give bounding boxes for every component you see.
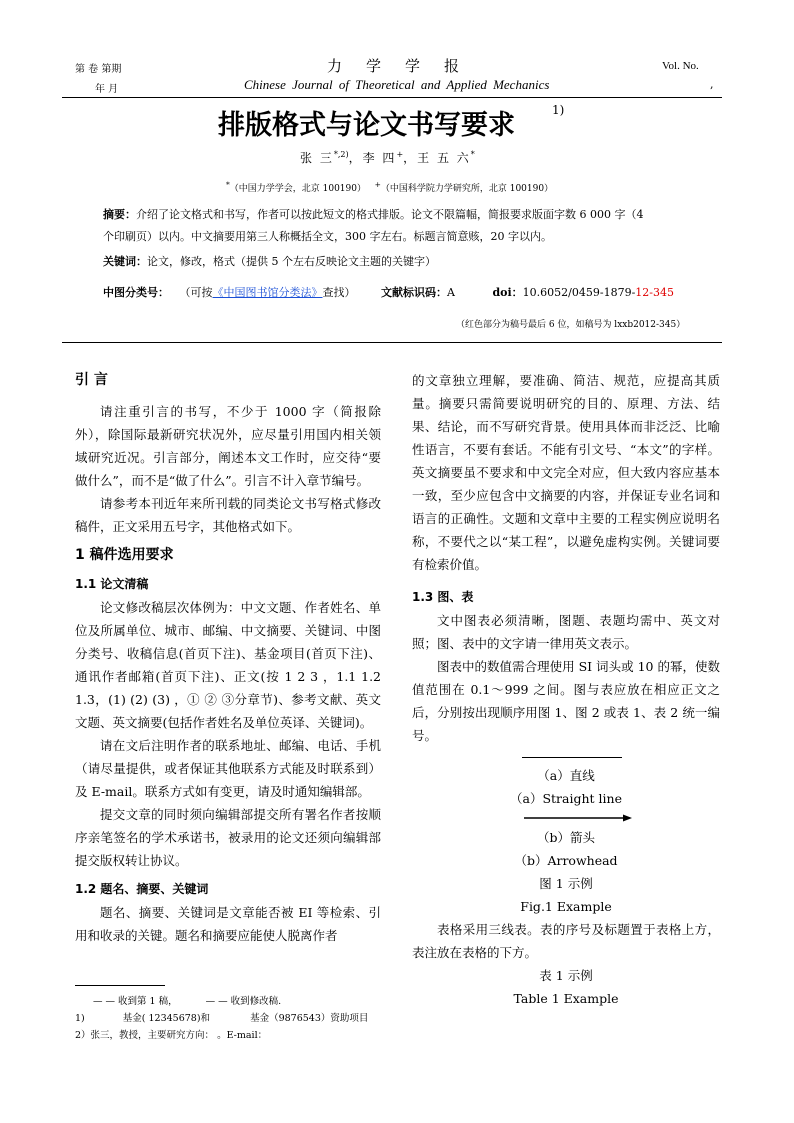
intro-heading: 引 言 — [75, 372, 108, 388]
subfigure-a-caption-cn: （a）直线 — [537, 768, 595, 783]
doi-value: 10.6052/0459-1879- — [522, 286, 636, 299]
keywords — [103, 251, 436, 273]
footnote-revised: — — 收到修改稿. — [205, 996, 282, 1007]
header-volume: Vol. No. — [662, 60, 699, 72]
intro-paragraph-2: 请参考本刊近年来所刊载的同类论文书写格式修改稿件，正文采用五号字，其他格式如下。 — [75, 496, 381, 534]
footnote-fund-2: 基金（9876543）资助项目 — [250, 1013, 369, 1024]
keywords-text: 论文，修改，格式（提供 5 个左右反映论文主题的关键字） — [147, 255, 436, 268]
affiliation-2-mark: + — [374, 180, 381, 189]
affiliation-1: （中国力学学会，北京 100190） — [229, 184, 366, 194]
footnote-author-info: 2）张三，教授，主要研究方向： 。E-mail： — [75, 1030, 268, 1041]
author-2: 李 四 — [362, 151, 397, 165]
left-column — [75, 369, 381, 947]
figure-arrow — [412, 810, 720, 826]
author-1-mark: *,2) — [333, 150, 349, 159]
section-1-3-heading: 1.3 图、表 — [412, 590, 474, 604]
clc-link[interactable]: 《中国图书馆分类法》 — [212, 286, 323, 299]
author-list — [300, 149, 475, 166]
clc-label: 中图分类号： — [103, 286, 169, 299]
affiliation-2: （中国科学院力学研究所，北京 100190） — [380, 184, 554, 194]
doi-label: doi： — [492, 286, 523, 299]
section-1-2-continued: 的文章独立理解，要准确、简洁、规范，应提高其质量。摘要只需简要说明研究的目的、原理、方法、结果、结论，而不写研究背景。使用具体而非泛泛、比喻性语言，不要有套话。不能有引文号、“本文”的字样。英文摘要虽不要求和中文完全对应，但大致内容应基本一致，至少应包含中文摘要的内容，并保证专业名词和语言的正确性。文题和文章中主要的工程实例应说明名称，不要代之以“某工程”，以避免虚构实例。关键词要有检索价值。 — [412, 373, 720, 572]
section-1-3-paragraph-2: 图表中的数值需合理使用 SI 词头或 10 的幂，使数值范围在 0.1～999 之间。图与表应放在相应正文之后，分别按出现顺序用图 1、图 2 或表 1、表 2 统一编号。 — [412, 659, 720, 743]
footnote-1-mark: 1) — [75, 1013, 85, 1024]
affiliations — [226, 180, 553, 194]
table-paragraph: 表格采用三线表。表的序号及标题置于表格上方，表注放在表格的下方。 — [412, 922, 720, 960]
abstract-rule — [62, 342, 722, 343]
abstract-label: 摘要： — [103, 208, 136, 221]
footnote-fund-1: 基金( 12345678)和 — [122, 1013, 211, 1024]
section-1-heading: 1 稿件选用要求 — [75, 547, 174, 563]
author-sep: ， — [403, 151, 418, 165]
figure-straight-line — [522, 757, 622, 764]
right-column — [412, 369, 720, 1010]
footnote-received: — — 收到第 1 稿， — [93, 996, 178, 1007]
author-1: 张 三 — [300, 151, 334, 165]
abstract-line-1: 介绍了论文格式和书写，作者可以按此短文的格式排版。论文不限篇幅，简报要求版面字数 6 000 字（4 — [136, 208, 644, 221]
section-1-2-heading: 1.2 题名、摘要、关键词 — [75, 882, 209, 896]
abstract — [103, 204, 693, 248]
subfigure-b-caption-cn: （b）箭头 — [536, 830, 595, 845]
doc-code-value: A — [447, 286, 455, 299]
table-1-caption-cn: 表 1 示例 — [539, 968, 593, 983]
journal-title-en: Chinese Journal of Theoretical and Applied Mechanics — [244, 77, 550, 92]
header-date-info: 年 月 — [95, 84, 119, 95]
journal-title-cn: 力学学报 — [327, 57, 484, 75]
affiliation-1-mark: * — [226, 180, 230, 189]
classification-line — [103, 282, 703, 304]
intro-paragraph-1: 请注重引言的书写，不少于 1000 字（简报除外），除国际最新研究状况外，应尽量引用国内相关领域研究近况。引言部分，阐述本文工作时，应交待“要做什么”，而不是“做了什么”。引言不计入章节编号。 — [75, 404, 381, 488]
figure-1 — [412, 757, 720, 918]
red-part-note: （红色部分为稿号最后 6 位，如稿号为 lxxb2012-345） — [456, 320, 686, 330]
clc-prefix: （可按 — [179, 286, 213, 299]
header-issue-info: 第 卷 第期 — [75, 64, 122, 75]
author-3: 王 五 六 — [417, 151, 471, 165]
doi-manuscript-suffix: 12-345 — [635, 286, 675, 299]
section-1-1-heading: 1.1 论文清稿 — [75, 577, 149, 591]
author-3-mark: * — [470, 150, 475, 159]
section-1-1-paragraph-2: 请在文后注明作者的联系地址、邮编、电话、手机（请尽量提供，或者保证其他联系方式能及时联系到）及 E-mail。联系方式如有变更，请及时通知编辑部。 — [75, 738, 381, 799]
subfigure-a-caption-en: （a）Straight line — [510, 791, 622, 806]
author-2-mark: + — [396, 150, 404, 159]
section-1-1-paragraph-3: 提交文章的同时须向编辑部提交所有署名作者按顺序亲笔签名的学术承诺书，被录用的论文还须向编辑部提交版权转让协议。 — [75, 807, 381, 868]
header-comma: , — [710, 78, 714, 91]
author-sep: ， — [348, 151, 363, 165]
section-1-1-paragraph-1: 论文修改稿层次体例为：中文文题、作者姓名、单位及所属单位、城市、邮编、中文摘要、关键词、中图分类号、收稿信息(首页下注)、基金项目(首页下注)、通讯作者邮箱(首页下注)、正文(按 1 2 3 ，1.1 1.2 1.3，(1) (2) (3) ，① ② ③分章节)、参考文献、英文文题、英文摘要(包括作者姓名及单位英译、关键词)。 — [75, 600, 381, 730]
figure-1-caption-cn: 图 1 示例 — [539, 876, 593, 891]
header-rule — [62, 97, 722, 98]
title-footnote-mark: 1) — [552, 103, 565, 117]
keywords-label: 关键词： — [103, 255, 147, 268]
section-1-3-paragraph-1: 文中图表必须清晰，图题、表题均需中、英文对照；图、表中的文字请一律用英文表示。 — [412, 613, 720, 651]
paper-title: 排版格式与论文书写要求 — [218, 110, 515, 141]
doc-code-label: 文献标识码： — [381, 286, 447, 299]
section-1-2-paragraph-1: 题名、摘要、关键词是文章能否被 EI 等检索、引用和收录的关键。题名和摘要应能使人脱离作者 — [75, 905, 381, 943]
footnotes — [75, 993, 395, 1044]
abstract-line-2: 个印刷页）以内。中文摘要用第三人称概括全文，300 字左右。标题言简意赅，20 字以内。 — [103, 230, 552, 243]
footnote-rule — [75, 985, 165, 986]
clc-suffix: 查找） — [322, 286, 356, 299]
table-1-caption-en: Table 1 Example — [513, 991, 619, 1006]
subfigure-b-caption-en: （b）Arrowhead — [514, 853, 618, 868]
figure-1-caption-en: Fig.1 Example — [520, 899, 612, 914]
